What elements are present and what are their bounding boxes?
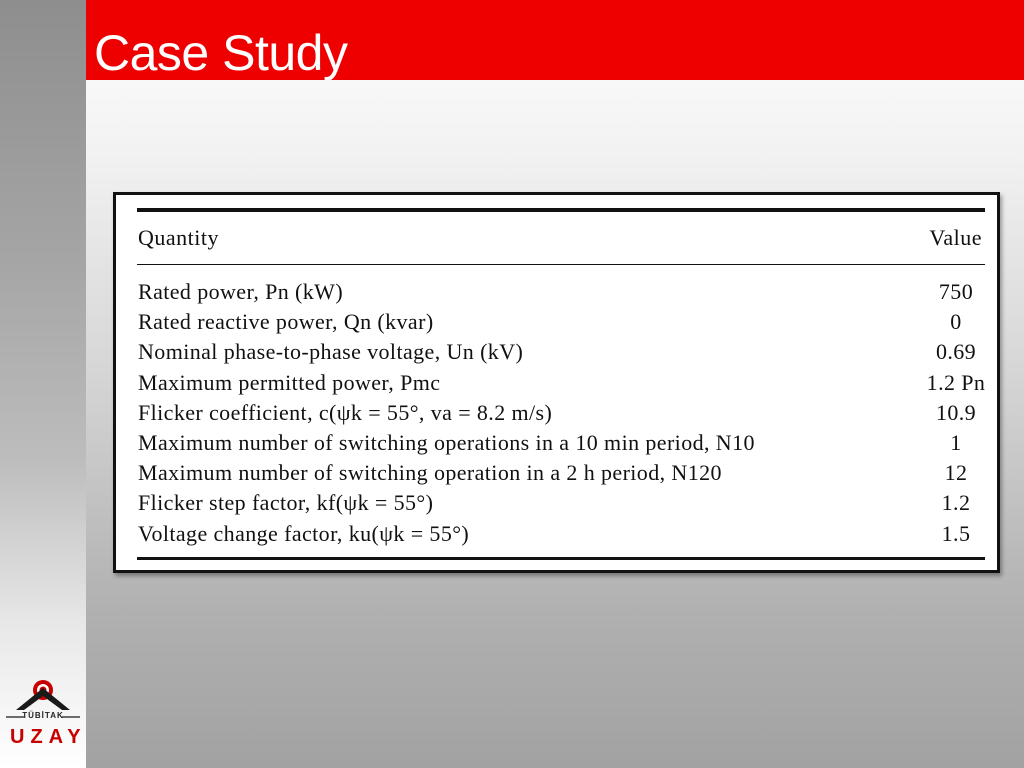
table-top-rule [137, 208, 985, 212]
logo-uzay-text: UZAY [10, 726, 87, 748]
header-value: Value [929, 225, 982, 250]
table-bottom-rule [137, 557, 985, 560]
value-cell: 1 [950, 429, 962, 455]
table-row [138, 309, 982, 339]
slide-title: Case Study [94, 25, 348, 81]
table-body [138, 279, 986, 551]
table-row [138, 521, 982, 551]
quantity-cell: Rated reactive power, Qn (kvar) [138, 309, 434, 335]
logo-tubitak-text: TÜBİTAK [22, 711, 64, 720]
quantity-cell: Voltage change factor, ku(ψk = 55°) [138, 520, 470, 546]
quantity-cell: Flicker step factor, kf(ψk = 55°) [138, 490, 434, 516]
table-row [138, 369, 986, 400]
value-cell: 1.2 [941, 490, 971, 516]
parameter-table [113, 192, 1000, 573]
value-cell: 12 [944, 460, 968, 486]
table-row [138, 430, 982, 460]
quantity-cell: Flicker coefficient, c(ψk = 55°, va = 8.2 m/s) [138, 399, 553, 425]
value-cell: 1.5 [941, 520, 971, 546]
value-cell: 750 [938, 279, 974, 304]
table-row [138, 490, 982, 520]
quantity-cell: Rated power, Pn (kW) [138, 279, 344, 304]
quantity-cell: Maximum permitted power, Pmc [138, 369, 441, 395]
value-cell: 0.69 [935, 339, 977, 365]
header-quantity: Quantity [138, 225, 219, 250]
quantity-cell: Maximum number of switching operation in a 2 h period, N120 [138, 460, 722, 486]
left-sidebar-gradient [0, 0, 86, 768]
table-header-rule [137, 264, 985, 265]
table-row [138, 400, 982, 430]
table-row [138, 460, 982, 490]
table-row [138, 339, 982, 369]
value-cell: 1.2 Pn [926, 369, 986, 395]
quantity-cell: Maximum number of switching operations in a 10 min period, N10 [138, 429, 755, 455]
quantity-cell: Nominal phase-to-phase voltage, Un (kV) [138, 339, 524, 365]
value-cell: 10.9 [935, 399, 977, 425]
table-row [138, 279, 982, 309]
value-cell: 0 [950, 309, 962, 335]
